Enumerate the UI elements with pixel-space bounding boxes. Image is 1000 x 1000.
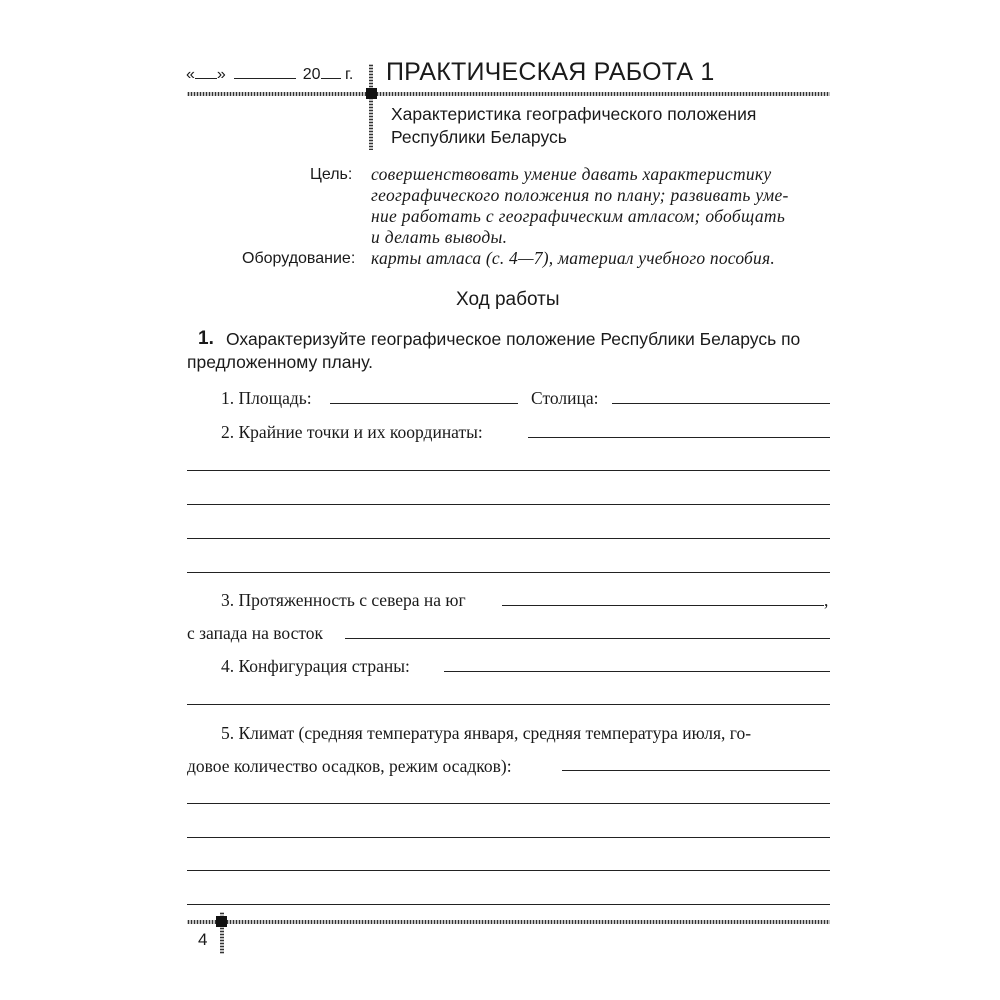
goal-line-4: и делать выводы. xyxy=(371,227,508,247)
page-number: 4 xyxy=(198,930,208,949)
extreme-points-answer-line-5[interactable] xyxy=(187,572,830,573)
page-title: ПРАКТИЧЕСКАЯ РАБОТА 1 xyxy=(386,58,715,86)
subtitle-line-1: Характеристика географического положения xyxy=(391,104,757,124)
date-year-blank[interactable] xyxy=(321,64,341,79)
date-open-quote: « xyxy=(186,66,195,83)
area-answer-line[interactable] xyxy=(330,403,518,404)
task-number: 1. xyxy=(198,328,214,349)
extreme-points-answer-line-3[interactable] xyxy=(187,504,830,505)
configuration-answer-line-2[interactable] xyxy=(187,704,830,705)
extent-west-east-label: с запада на восток xyxy=(187,623,324,643)
extreme-points-label: 2. Крайние точки и их координаты: xyxy=(221,422,483,442)
capital-label: Столица: xyxy=(531,388,599,408)
header-dotted-rule xyxy=(187,92,830,96)
extreme-points-answer-line-2[interactable] xyxy=(187,470,830,471)
climate-answer-line-3[interactable] xyxy=(187,837,830,838)
climate-label-line-1: 5. Климат (средняя температура января, средняя температура июля, го- xyxy=(221,723,752,743)
date-year-prefix: 20 xyxy=(302,66,321,83)
date-day-blank[interactable] xyxy=(195,64,217,79)
configuration-label: 4. Конфигурация страны: xyxy=(221,656,410,676)
footer-square-marker xyxy=(216,916,227,927)
goal-line-2: географического положения по плану; развивать уме- xyxy=(371,185,789,205)
extent-north-south-label: 3. Протяженность с севера на юг xyxy=(221,590,466,610)
climate-answer-line-2[interactable] xyxy=(187,803,830,804)
extreme-points-answer-line[interactable] xyxy=(528,437,830,438)
capital-answer-line[interactable] xyxy=(612,403,830,404)
date-month-blank[interactable] xyxy=(234,64,296,79)
date-close-quote: » xyxy=(216,66,226,83)
subtitle-line-2: Республики Беларусь xyxy=(391,127,567,147)
goal-line-3: ние работать с географическим атласом; обобщать xyxy=(371,206,786,226)
climate-answer-line-5[interactable] xyxy=(187,904,830,905)
task-text-line-1: Охарактеризуйте географическое положение Республики Беларусь по xyxy=(226,329,801,349)
date-field xyxy=(186,64,353,84)
climate-answer-line[interactable] xyxy=(562,770,830,771)
extreme-points-answer-line-4[interactable] xyxy=(187,538,830,539)
extent-north-south-answer-line[interactable] xyxy=(502,605,824,606)
extent-west-east-answer-line[interactable] xyxy=(345,638,830,639)
task-text-line-2: предложенному плану. xyxy=(187,352,373,372)
section-title: Ход работы xyxy=(456,289,560,310)
equipment-text: карты атласа (с. 4—7), материал учебного пособия. xyxy=(371,248,775,268)
climate-answer-line-4[interactable] xyxy=(187,870,830,871)
goal-label: Цель: xyxy=(310,166,353,183)
area-label: 1. Площадь: xyxy=(221,388,312,408)
goal-line-1: совершенствовать умение давать характеристику xyxy=(371,164,772,184)
header-square-marker xyxy=(366,88,377,99)
extent-comma: , xyxy=(824,590,829,610)
equipment-label: Оборудование: xyxy=(242,250,356,267)
header-vertical-rule xyxy=(369,64,373,150)
footer-dotted-rule xyxy=(187,920,830,924)
climate-label-line-2: довое количество осадков, режим осадков): xyxy=(187,756,512,776)
date-suffix: г. xyxy=(344,66,354,83)
configuration-answer-line[interactable] xyxy=(444,671,830,672)
